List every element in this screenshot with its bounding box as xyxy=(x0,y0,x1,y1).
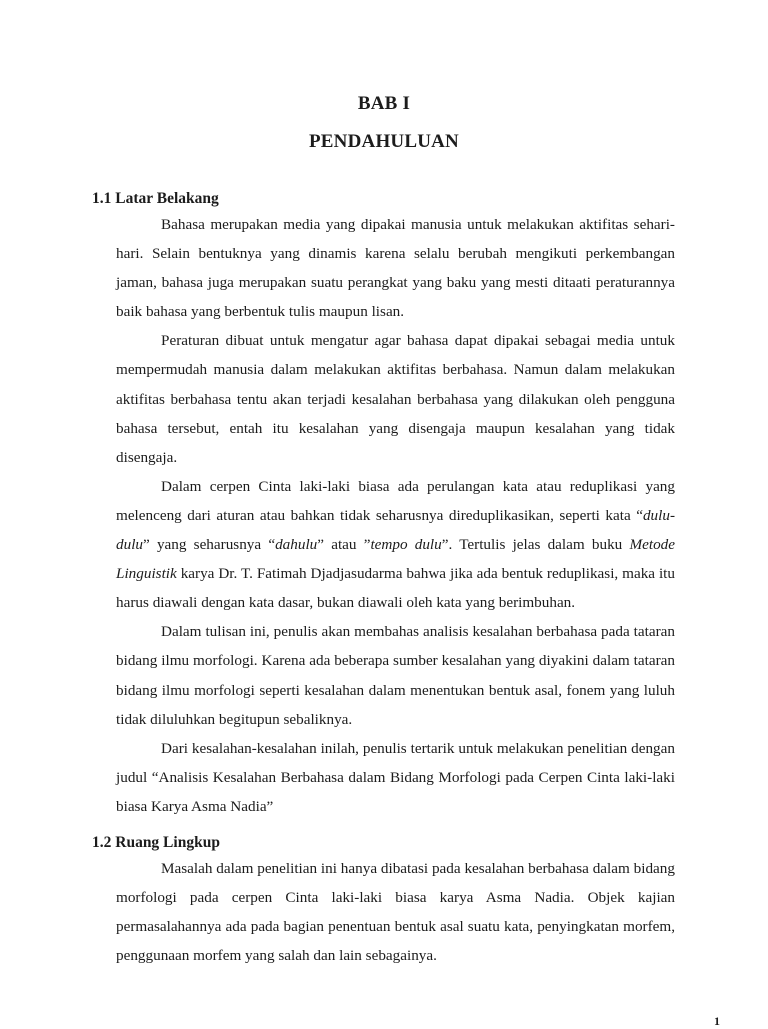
text-run: ” yang seharusnya “ xyxy=(143,536,276,554)
paragraph: Dari kesalahan-kesalahan inilah, penulis tertarik untuk melakukan penelitian dengan judul “Analisis Kesalahan Berbahasa dalam Bidang Morfologi pada Cerpen Cinta laki-laki biasa Karya Asma Nadia” xyxy=(116,739,675,815)
text-run: ” atau ” xyxy=(317,536,371,554)
text-run: Dalam cerpen Cinta laki-laki biasa ada perulangan kata atau reduplikasi yang melenceng dari aturan atau bahkan tidak seharusnya direduplikasikan, seperti kata “ xyxy=(116,477,675,524)
chapter-title: PENDAHULUAN xyxy=(309,131,459,152)
text-run: karya Dr. T. Fatimah Djadjasudarma bahwa jika ada bentuk reduplikasi, maka itu harus diawali dengan kata dasar, bukan diawali oleh kata yang berimbuhan. xyxy=(116,565,675,612)
chapter-number: BAB I xyxy=(357,93,411,114)
section-heading-ruang-lingkup: 1.2 Ruang Lingkup xyxy=(92,834,220,851)
paragraph: Masalah dalam penelitian ini hanya dibatasi pada kesalahan berbahasa dalam bidang morfologi pada cerpen Cinta laki-laki biasa karya Asma Nadia. Objek kajian permasalahannya ada pada bagian penentuan bentuk asal suatu kata, penyingkatan morfem, penggunaan morfem yang salah dan lain sebagainya. xyxy=(116,860,675,965)
italic-term: tempo dulu xyxy=(370,536,442,554)
paragraph: Bahasa merupakan media yang dipakai manusia untuk melakukan aktifitas sehari-hari. Selain bentuknya yang dinamis karena selalu berubah mengikuti perkembangan jaman, bahasa juga merupakan suatu perangkat yang baku yang mesti ditaati peraturannya baik bahasa yang berbentuk tulis maupun lisan. xyxy=(116,216,675,321)
page-number: 1 xyxy=(714,1014,720,1028)
text-run: ”. Tertulis jelas dalam buku xyxy=(441,536,630,554)
paragraph xyxy=(116,472,675,617)
section-heading-latar-belakang: 1.1 Latar Belakang xyxy=(92,190,219,207)
section-body-ruang-lingkup xyxy=(116,854,675,970)
paragraph: Dalam tulisan ini, penulis akan membahas analisis kesalahan berbahasa pada tataran bidang ilmu morfologi. Karena ada beberapa sumber kesalahan yang diyakini dalam tataran bidang ilmu morfologi seperti kesalahan dalam menentukan bentuk asal, fonem yang luluh tidak diluluhkan begitupun sebaliknya. xyxy=(116,623,675,728)
section-body-latar-belakang xyxy=(116,210,675,821)
paragraph: Peraturan dibuat untuk mengatur agar bahasa dapat dipakai sebagai media untuk mempermudah manusia dalam melakukan aktifitas berbahasa. Namun dalam melakukan aktifitas berbahasa tentu akan terjadi kesalahan berbahasa yang dilakukan oleh pengguna bahasa tersebut, entah itu kesalahan yang disengaja maupun kesalahan yang tidak disengaja. xyxy=(116,332,675,466)
italic-term: dahulu xyxy=(275,536,318,554)
book-title: Metode Linguistik xyxy=(116,536,675,583)
italic-term: dulu-dulu xyxy=(116,506,675,554)
